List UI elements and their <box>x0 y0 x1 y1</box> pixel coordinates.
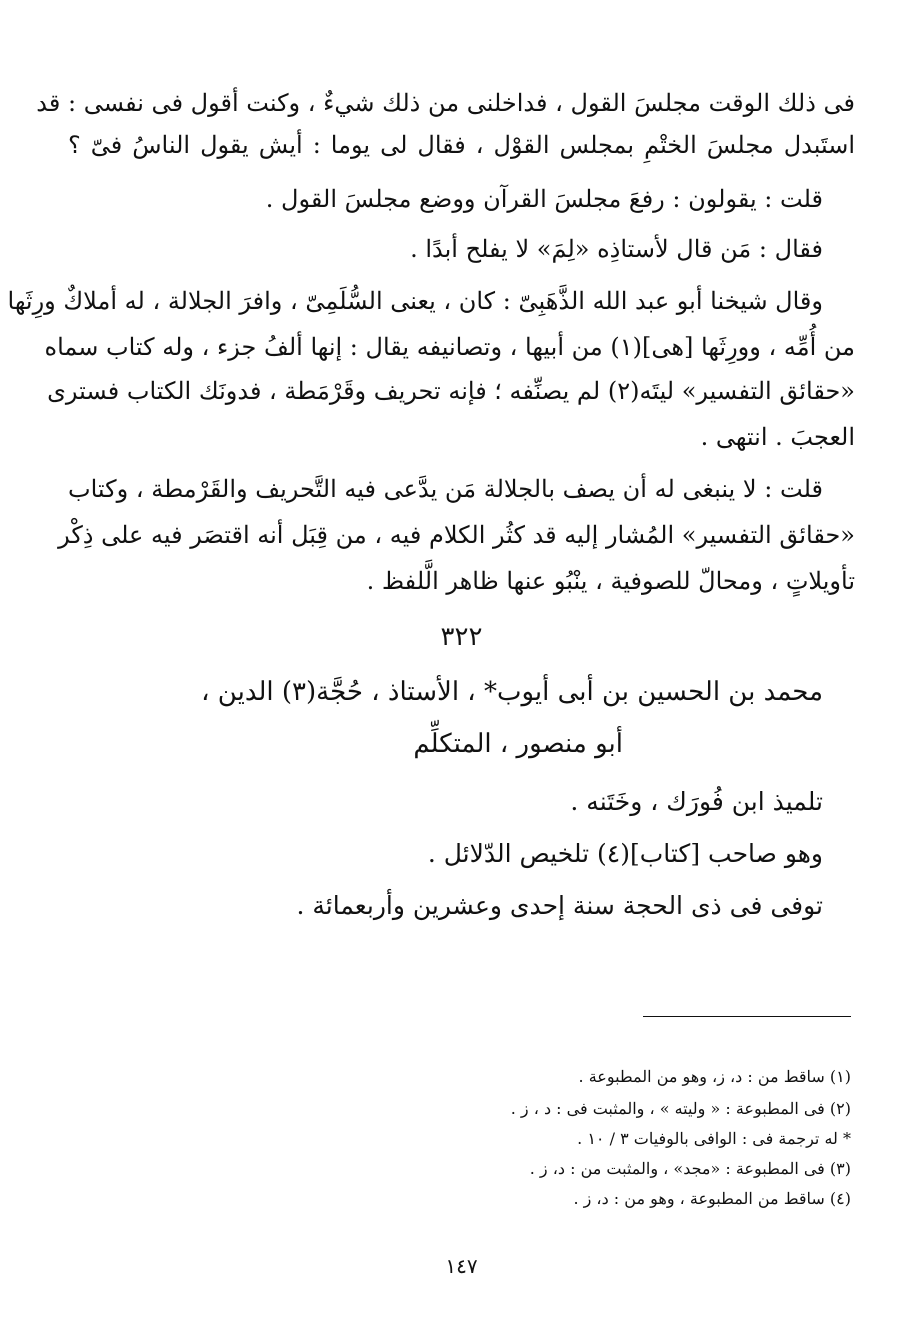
body-line-6: من أُمِّه ، وورِثَها [هى](١) من أبيها ، وتصانيفه يقال : إنها ألفُ جزء ، وله كتاب سماه <box>44 333 855 361</box>
entry-number: ٣٢٢ <box>440 622 483 652</box>
entry-title-line-1: محمد بن الحسين بن أبى أيوب* ، الأستاذ ، حُجَّة(٣) الدين ، <box>201 677 823 707</box>
footnote-star: * له ترجمة فى : الوافى بالوفيات ٣ / ١٠ . <box>577 1129 851 1148</box>
body-line-1: فى ذلك الوقت مجلسَ القول ، فداخلنى من ذلك شيءٌ ، وكنت أقول فى نفسى : قد <box>36 89 855 117</box>
body-line-4: فقال : مَن قال لأستاذِه «لِمَ» لا يفلح أبدًا . <box>410 235 823 263</box>
bio-line-1: تلميذ ابن فُورَك ، وخَتَنه . <box>570 787 823 816</box>
bio-line-3: توفى فى ذى الحجة سنة إحدى وعشرين وأربعمائة . <box>296 891 823 920</box>
body-line-10: «حقائق التفسير» المُشار إليه قد كثُر الكلام فيه ، من قِبَل أنه اقتصَر فيه على ذِكْر <box>58 521 855 549</box>
footnote-separator <box>643 1016 851 1017</box>
body-line-11: تأويلاتٍ ، ومحالّ للصوفية ، ينْبُو عنها ظاهر الَّلفظ . <box>366 567 855 595</box>
page-number: ١٤٧ <box>445 1254 478 1278</box>
bio-line-2: وهو صاحب [كتاب](٤) تلخيص الدّلائل . <box>427 839 823 868</box>
body-line-3: قلت : يقولون : رفعَ مجلسَ القرآن ووضع مجلسَ القول . <box>265 185 823 213</box>
body-line-7: «حقائق التفسير» ليتَه(٢) لم يصنِّفه ؛ فإنه تحريف وقَرْمَطة ، فدونَك الكتاب فسترى <box>47 377 855 405</box>
footnote-4: (٤) ساقط من المطبوعة ، وهو من : د، ز . <box>573 1189 851 1208</box>
footnote-3: (٣) فى المطبوعة : «مجد» ، والمثبت من : د، ز . <box>529 1159 851 1178</box>
entry-title-line-2: أبو منصور ، المتكلِّم <box>413 729 623 759</box>
body-line-2: استَبدل مجلسَ الختْمِ بمجلس القوْل ، فقال لى يوما : أيش يقول الناسُ فىّ ؟ <box>68 131 855 159</box>
footnote-2: (٢) فى المطبوعة : « وليته » ، والمثبت فى : د ، ز . <box>510 1099 851 1118</box>
body-line-9: قلت : لا ينبغى له أن يصف بالجلالة مَن يدَّعى فيه التَّحريف والقَرْمطة ، وكتاب <box>68 475 823 503</box>
footnote-1: (١) ساقط من : د، ز، وهو من المطبوعة . <box>578 1067 851 1086</box>
body-line-8: العجبَ . انتهى . <box>700 423 855 451</box>
body-line-5: وقال شيخنا أبو عبد الله الذَّهَبِىّ : كان ، يعنى السُّلَمِىّ ، وافرَ الجلالة ، له أملاكٌ ورِثَها <box>7 287 823 315</box>
